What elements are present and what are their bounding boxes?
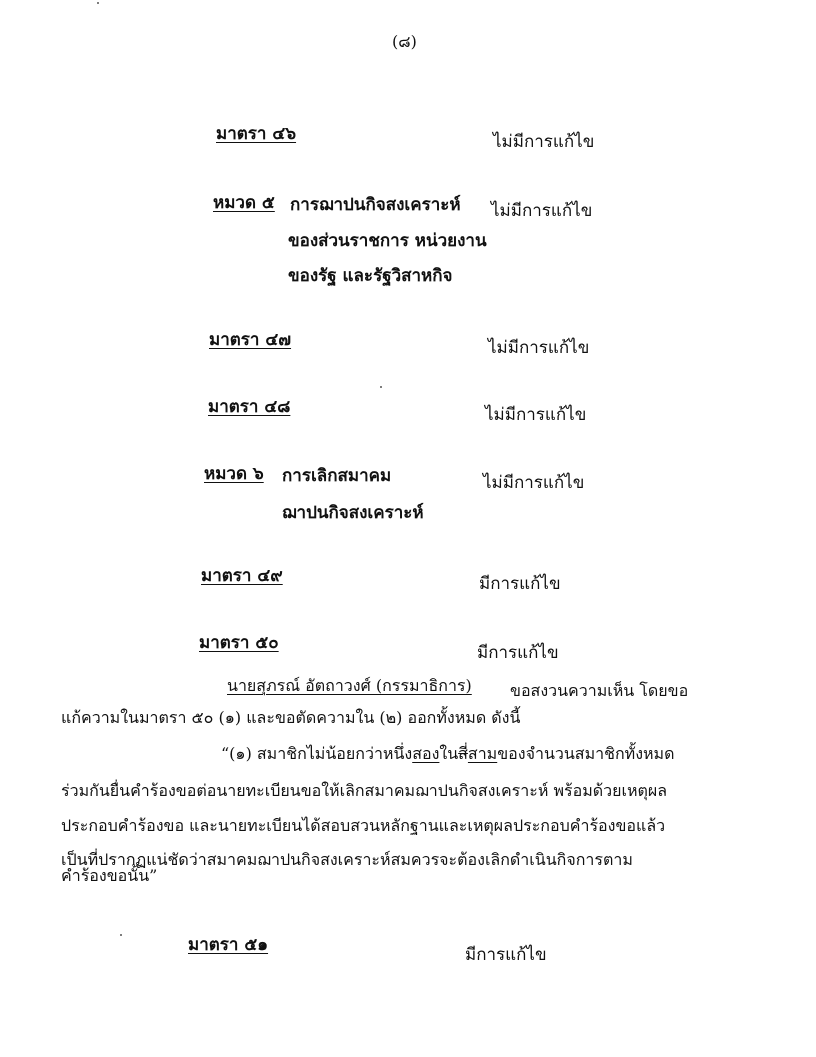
chapter-heading: หมวด ๖ [204,464,264,484]
section-status: ไม่มีการแก้ไข [485,405,587,425]
comment-intro: ขอสงวนความเห็น โดยขอ [510,681,689,700]
section-heading: มาตรา ๔๘ [208,397,291,417]
section-status: มีการแก้ไข [479,574,561,594]
quote-line: เป็นที่ปรากฏแน่ชัดว่าสมาคมฌาปนกิจสงเคราะห์สมควรจะต้องเลิกดำเนินกิจการตาม [61,850,633,869]
section-status: มีการแก้ไข [465,945,547,965]
quote-text: ของจำนวนสมาชิกทั้งหมด [497,744,675,763]
section-heading: มาตรา ๕๑ [188,935,269,955]
scan-speck [380,386,382,388]
quote-line: ร่วมกันยื่นคำร้องขอต่อนายทะเบียนขอให้เลิกสมาคมฌาปนกิจสงเคราะห์ พร้อมด้วยเหตุผล [61,781,668,800]
scan-speck [120,934,122,936]
chapter-title-line: การเลิกสมาคม [282,466,392,486]
quote-first-line [221,746,674,762]
section-heading: มาตรา ๕๐ [199,633,279,653]
page-number: (๘) [392,32,417,51]
quote-line: คำร้องขอนั้น” [61,866,158,885]
section-status: มีการแก้ไข [477,643,559,663]
commenter-name: นายสุภรณ์ อัตถาวงศ์ (กรรมาธิการ) [227,676,472,695]
section-heading: มาตรา ๔๗ [209,330,292,350]
chapter-title-line: การฌาปนกิจสงเคราะห์ [290,195,461,215]
deleted-word: สี่ [458,744,468,763]
comment-line: แก้ความในมาตรา ๕๐ (๑) และขอตัดความใน (๒) ออกทั้งหมด ดังนี้ [61,708,521,727]
chapter-heading: หมวด ๕ [213,193,275,213]
scan-speck [97,2,99,4]
section-heading: มาตรา ๔๙ [201,566,283,586]
section-status: ไม่มีการแก้ไข [493,132,595,152]
inserted-word: สอง [412,744,440,763]
chapter-status: ไม่มีการแก้ไข [483,473,585,493]
inserted-word: สาม [467,744,498,763]
section-status: ไม่มีการแก้ไข [488,338,590,358]
chapter-title-line: ของรัฐ และรัฐวิสาหกิจ [288,266,453,286]
chapter-status: ไม่มีการแก้ไข [491,201,593,221]
quote-line: ประกอบคำร้องขอ และนายทะเบียนได้สอบสวนหลักฐานและเหตุผลประกอบคำร้องขอแล้ว [61,816,666,835]
chapter-title-line: ฌาปนกิจสงเคราะห์ [282,503,424,523]
chapter-title-line: ของส่วนราชการ หน่วยงาน [288,231,487,251]
section-heading: มาตรา ๔๖ [216,124,297,144]
quote-text: “(๑) สมาชิกไม่น้อยกว่าหนึ่ง [221,744,413,763]
quote-text: ใน [439,744,459,763]
